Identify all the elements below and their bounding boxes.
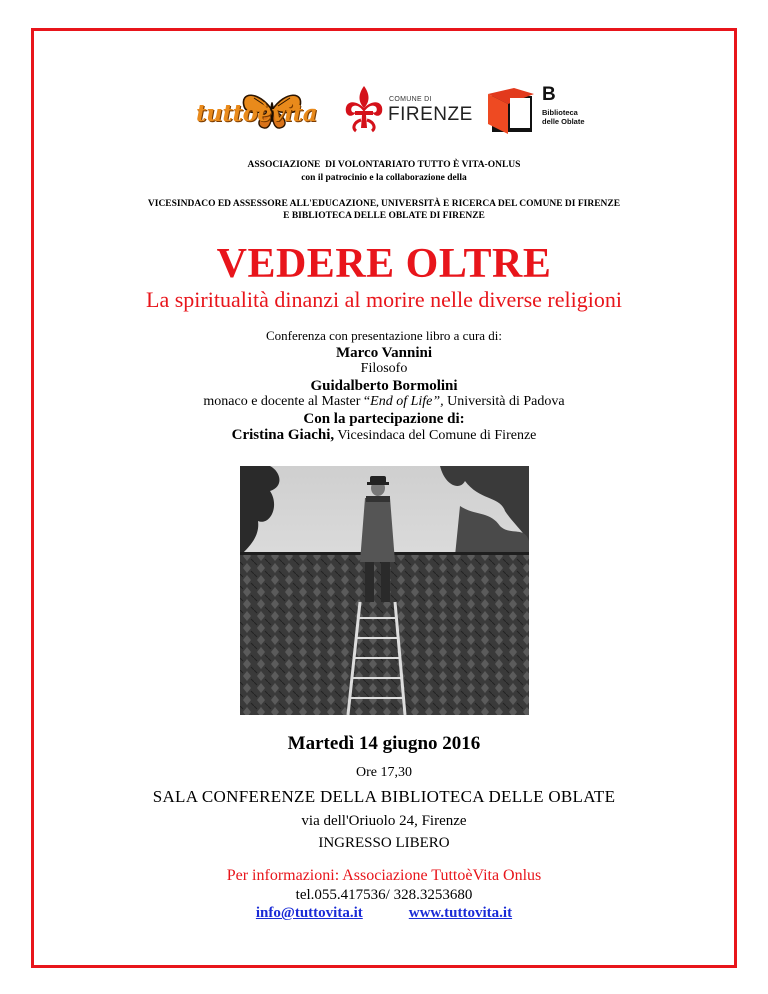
contact-phone: tel.055.417536/ 328.3253680 (295, 887, 473, 903)
master-title: End of Life”, (370, 394, 444, 409)
contact-links (0, 904, 768, 923)
logo-bar (0, 84, 768, 144)
role-prefix: monaco e docente al Master “ (203, 394, 371, 409)
comune-label: COMUNE DI (389, 96, 432, 103)
vice-mayor-line: VICESINDACO ED ASSESSORE ALL'EDUCAZIONE, UNIVERSITÀ E RICERCA DEL COMUNE DI FIRENZE (147, 199, 621, 209)
biblioteca-oblate-logo (484, 86, 594, 136)
oblate-text: Biblioteca delle Oblate (542, 108, 585, 126)
speaker-name: Guidalberto Bormolini (310, 377, 458, 394)
library-line: E BIBLIOTECA DELLE OBLATE DI FIRENZE (283, 211, 485, 221)
guest-name: Cristina Giachi, (231, 427, 335, 443)
event-venue: SALA CONFERENZE DELLA BIBLIOTECA DELLE OBLATE (152, 787, 616, 806)
speakers-block (0, 328, 768, 445)
vice-mayor-block (0, 198, 768, 222)
event-date: Martedì 14 giugno 2016 (287, 733, 481, 754)
tuttovita-wordmark: tuttoèvita (196, 100, 318, 127)
event-time: Ore 17,30 (356, 765, 412, 780)
role-suffix: Università di Padova (443, 394, 565, 409)
website-link[interactable]: www.tuttovita.it (408, 905, 513, 921)
guest-line (0, 427, 768, 445)
event-title: VEDERE OLTRE (216, 241, 552, 287)
association-block (0, 159, 768, 185)
tuttovita-logo (190, 86, 330, 130)
man-on-ladder-image (240, 466, 529, 715)
firenze-label: FIRENZE (388, 104, 473, 125)
speaker-role: Filosofo (360, 361, 408, 376)
speaker-role (0, 394, 768, 411)
oblate-letter: B (542, 84, 556, 105)
association-name: ASSOCIAZIONE DI VOLONTARIATO TUTTO È VITA-ONLUS (247, 160, 521, 170)
conference-intro: Conferenza con presentazione libro a cura di: (265, 328, 503, 343)
comune-firenze-logo (342, 84, 473, 134)
participation-heading: Con la partecipazione di: (303, 410, 465, 427)
contact-info: Per informazioni: Associazione TuttoèVita Onlus (226, 867, 542, 884)
event-address: via dell'Oriuolo 24, Firenze (301, 813, 467, 829)
event-photo (240, 466, 529, 715)
guest-role: Vicesindaca del Comune di Firenze (334, 428, 537, 443)
patronage-line: con il patrocinio e la collaborazione della (301, 173, 467, 183)
admission-note: INGRESSO LIBERO (318, 835, 450, 851)
email-link[interactable]: info@tuttovita.it (255, 905, 363, 921)
fleur-de-lis-icon (342, 84, 386, 134)
speaker-name: Marco Vannini (336, 344, 432, 361)
event-subtitle: La spiritualità dinanzi al morire nelle diverse religioni (146, 287, 622, 312)
book-icon (484, 86, 540, 136)
